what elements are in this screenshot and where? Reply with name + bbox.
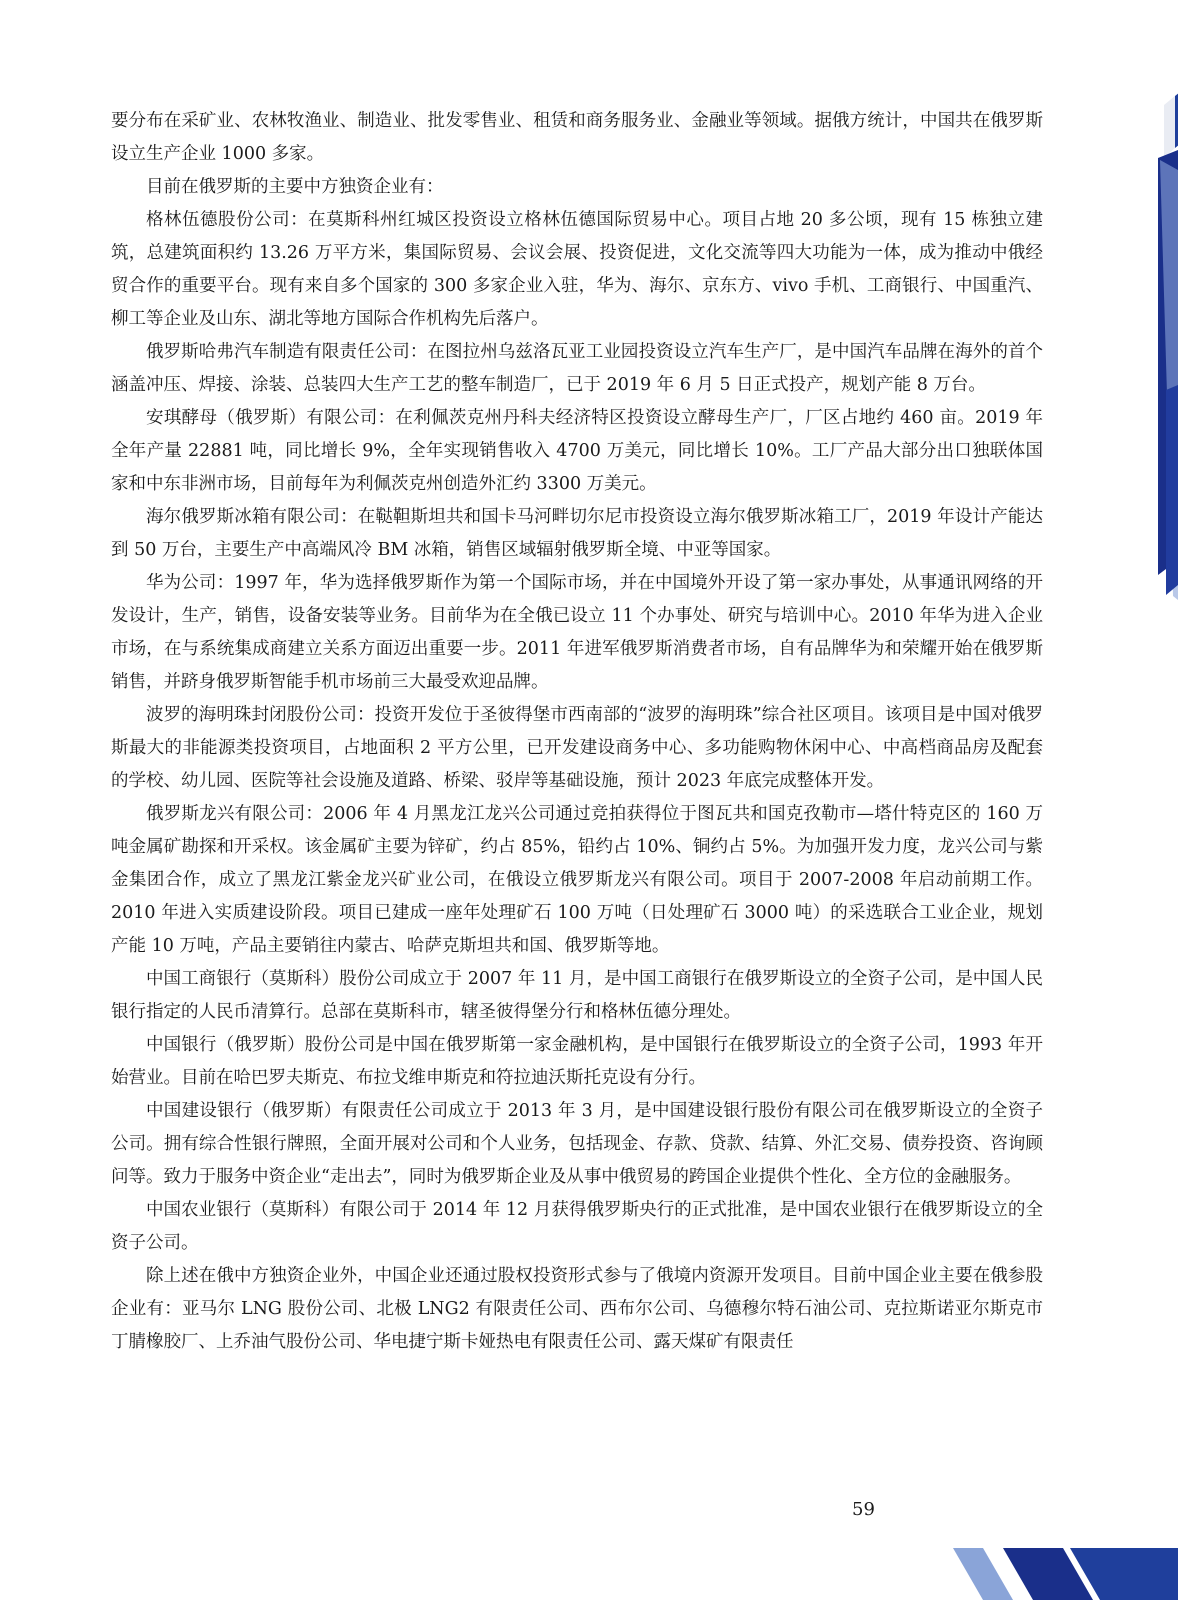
paragraph: 中国农业银行（莫斯科）有限公司于 2014 年 12 月获得俄罗斯央行的正式批准，是中国农业银行在俄罗斯设立的全资子公司。 — [111, 1200, 1043, 1253]
paragraph: 华为公司：1997 年，华为选择俄罗斯作为第一个国际市场，并在中国境外开设了第一家办事处，从事通讯网络的开发设计，生产，销售，设备安装等业务。目前华为在全俄已设立 11 个办事处、研究与培训中心。2010 年华为进入企业市场，在与系统集成商建立关系方面迈出重要一步。2011 年进军俄罗斯消费者市场，自有品牌华为和荣耀开始在俄罗斯销售，并跻身俄罗斯智能手机市场前三大最受欢迎品牌。 — [111, 573, 1043, 692]
paragraph: 中国工商银行（莫斯科）股份公司成立于 2007 年 11 月，是中国工商银行在俄罗斯设立的全资子公司，是中国人民银行指定的人民币清算行。总部在莫斯科市，辖圣彼得堡分行和格林伍德分理处。 — [111, 969, 1043, 1022]
paragraph: 格林伍德股份公司：在莫斯科州红城区投资设立格林伍德国际贸易中心。项目占地 20 多公顷，现有 15 栋独立建筑，总建筑面积约 13.26 万平方米，集国际贸易、会议会展、投资促进，文化交流等四大功能为一体，成为推动中俄经贸合作的重要平台。现有来自多个国家的 300 多家企业入驻，华为、海尔、京东方、vivo 手机、工商银行、中国重汽、柳工等企业及山东、湖北等地方国际合作机构先后落户。 — [111, 210, 1043, 329]
paragraph: 中国银行（俄罗斯）股份公司是中国在俄罗斯第一家金融机构，是中国银行在俄罗斯设立的全资子公司，1993 年开始营业。目前在哈巴罗夫斯克、布拉戈维申斯克和符拉迪沃斯托克设有分行。 — [111, 1035, 1043, 1088]
paragraph: 除上述在俄中方独资企业外，中国企业还通过股权投资形式参与了俄境内资源开发项目。目前中国企业主要在俄参股企业有：亚马尔 LNG 股份公司、北极 LNG2 有限责任公司、西布尔公司、乌德穆尔特石油公司、克拉斯诺亚尔斯克市丁腈橡胶厂、上乔油气股份公司、华电捷宁斯卡娅热电有限责任公司、露天煤矿有限责任 — [111, 1266, 1043, 1352]
flag-white-stripe — [1164, 96, 1175, 158]
blue-band-accent — [1166, 385, 1178, 595]
footer-stripes-decoration — [948, 1530, 1178, 1600]
page-body — [111, 105, 1043, 1359]
paragraph: 中国建设银行（俄罗斯）有限责任公司成立于 2013 年 3 月，是中国建设银行股份有限公司在俄罗斯设立的全资子公司。拥有综合性银行牌照，全面开展对公司和个人业务，包括现金、存款、贷款、结算、外汇交易、债券投资、咨询顾问等。致力于服务中资企业“走出去”，同时为俄罗斯企业及从事中俄贸易的跨国企业提供个性化、全方位的金融服务。 — [111, 1101, 1043, 1187]
paragraph: 安琪酵母（俄罗斯）有限公司：在利佩茨克州丹科夫经济特区投资设立酵母生产厂，厂区占地约 460 亩。2019 年全年产量 22881 吨，同比增长 9%，全年实现销售收入 4700 万美元，同比增长 10%。工厂产品大部分出口独联体国家和中东非洲市场，目前每年为利佩茨克州创造外汇约 3300 万美元。 — [111, 408, 1043, 494]
paragraph: 俄罗斯龙兴有限公司：2006 年 4 月黑龙江龙兴公司通过竞拍获得位于图瓦共和国克孜勒市—塔什特克区的 160 万吨金属矿勘探和开采权。该金属矿主要为锌矿，约占 85%，铅约占 10%、铜约占 5%。为加强开发力度，龙兴公司与紫金集团合作，成立了黑龙江紫金龙兴矿业公司，在俄设立俄罗斯龙兴有限公司。项目于 2007-2008 年启动前期工作。2010 年进入实质建设阶段。项目已建成一座年处理矿石 100 万吨（日处理矿石 3000 吨）的采选联合工业企业，规划产能 10 万吨，产品主要销往内蒙古、哈萨克斯坦共和国、俄罗斯等地。 — [111, 804, 1043, 956]
paragraph: 目前在俄罗斯的主要中方独资企业有： — [146, 177, 444, 197]
paragraph: 俄罗斯哈弗汽车制造有限责任公司：在图拉州乌兹洛瓦亚工业园投资设立汽车生产厂，是中国汽车品牌在海外的首个涵盖冲压、焊接、涂装、总装四大生产工艺的整车制造厂，已于 2019 年 6 月 5 日正式投产，规划产能 8 万台。 — [111, 342, 1043, 395]
paragraph: 波罗的海明珠封闭股份公司：投资开发位于圣彼得堡市西南部的“波罗的海明珠”综合社区项目。该项目是中国对俄罗斯最大的非能源类投资项目，占地面积 2 平方公里，已开发建设商务中心、多功能购物休闲中心、中高档商品房及配套的学校、幼儿园、医院等社会设施及道路、桥梁、驳岸等基础设施，预计 2023 年底完成整体开发。 — [111, 705, 1043, 791]
flag-stripes-decoration — [1078, 0, 1178, 640]
paragraph: 要分布在采矿业、农林牧渔业、制造业、批发零售业、租赁和商务服务业、金融业等领域。据俄方统计，中国共在俄罗斯设立生产企业 1000 多家。 — [111, 111, 1043, 164]
page-number: 59 — [852, 1499, 875, 1520]
paragraph: 海尔俄罗斯冰箱有限公司：在鞑靼斯坦共和国卡马河畔切尔尼市投资设立海尔俄罗斯冰箱工厂，2019 年设计产能达到 50 万台，主要生产中高端风冷 BM 冰箱，销售区域辐射俄罗斯全境、中亚等国家。 — [111, 507, 1043, 560]
